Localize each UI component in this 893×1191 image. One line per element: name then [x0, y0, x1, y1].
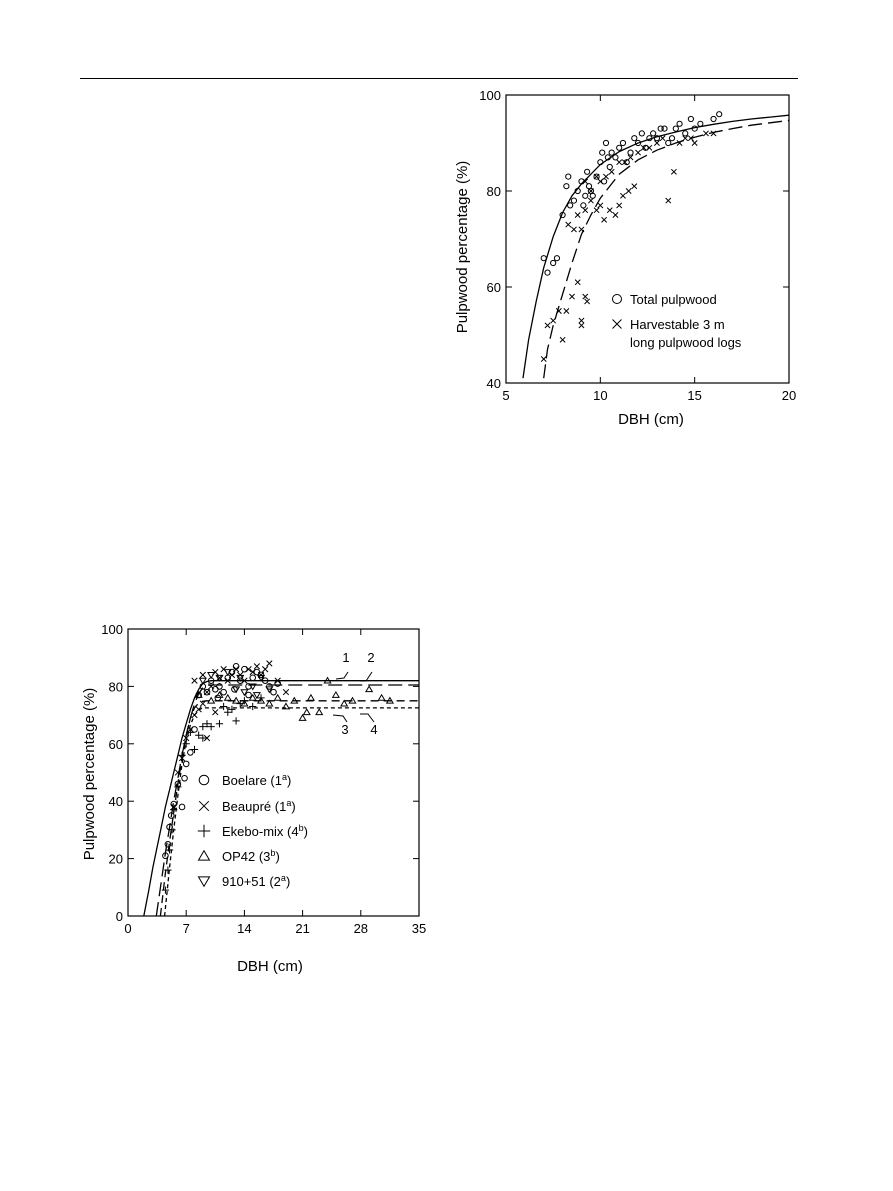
chart-2-point-plus — [166, 846, 173, 853]
curve-label-leader-4 — [360, 714, 374, 722]
chart-2-y-tick-label: 20 — [108, 851, 123, 867]
legend-beaupr--label: Beaupré (1$^a$) — [222, 798, 296, 814]
legend-ekebo-mix-label: Ekebo-mix (4$^b$) — [222, 823, 308, 839]
chart-2-point-cross — [200, 672, 206, 678]
curve-label-leader-2 — [360, 672, 372, 681]
chart-2-point-cross — [192, 678, 198, 684]
chart-2-x-tick-label: 14 — [237, 921, 252, 936]
chart-2-point-plus — [232, 717, 239, 724]
chart-2-point-triangle — [366, 686, 372, 691]
legend-beaupr--marker — [199, 801, 209, 811]
chart-2-point-cross — [192, 712, 198, 718]
legend-total-pulpwood-label: Total pulpwood — [630, 292, 717, 307]
chart-2-point-triangle — [299, 715, 305, 720]
chart-1-x-tick-label: 5 — [502, 388, 510, 403]
chart-1-y-axis-label: Pulpwood percentage (%) — [454, 160, 471, 334]
legend-harvestable-label-line2: long pulpwood logs — [630, 335, 742, 350]
chart-2-point-triangle — [378, 695, 384, 700]
chart-2-point-circle — [188, 750, 194, 756]
legend-910-51-marker — [198, 877, 209, 886]
chart-2-x-tick-label: 7 — [182, 921, 190, 936]
chart-2-point-circle — [183, 761, 189, 767]
legend-boelare-marker — [199, 775, 209, 785]
curve-label-1: 1 — [342, 650, 350, 665]
chart-1-x-tick-label: 20 — [781, 388, 797, 403]
curve-label-leader-1 — [336, 672, 348, 679]
legend-boelare-label: Boelare (1$^a$) — [222, 772, 292, 788]
chart-2-point-triangle — [304, 709, 310, 714]
legend-op42-label: OP42 (3$^b$) — [222, 848, 280, 864]
chart-2-point-triangle-down — [208, 673, 214, 678]
curve-label-3: 3 — [341, 722, 349, 737]
chart-2-point-cross — [267, 661, 273, 667]
chart-2-y-tick-label: 40 — [108, 794, 123, 810]
chart-2-y-tick-label: 60 — [108, 736, 123, 752]
chart-1-y-tick-label: 40 — [486, 376, 501, 391]
chart-2-point-plus — [249, 703, 256, 710]
legend-ekebo-mix-marker — [198, 825, 210, 837]
chart-2-point-cross — [283, 689, 289, 695]
chart-2-point-triangle — [274, 695, 280, 700]
chart-2-point-cross — [254, 664, 260, 670]
chart-1-x-tick-label: 10 — [593, 388, 608, 403]
chart-2-x-tick-label: 21 — [295, 921, 310, 936]
chart-2-point-circle — [179, 804, 185, 810]
legend-harvestable-label-line1: Harvestable 3 m — [630, 317, 725, 332]
chart-2-point-circle — [233, 664, 239, 670]
chart-1-y-tick-label: 80 — [486, 184, 501, 199]
chart-1-x-tick-label: 15 — [687, 388, 702, 403]
chart-2-point-plus — [216, 720, 223, 727]
chart-1-x-axis-label: DBH (cm) — [618, 411, 684, 428]
curve-label-leader-3 — [333, 715, 347, 722]
chart-2-point-circle — [271, 689, 277, 695]
legend-910-51-label: 910+51 (2$^a$) — [222, 873, 291, 889]
chart-2-point-cross — [233, 666, 239, 672]
chart-2-x-axis-label: DBH (cm) — [237, 958, 303, 975]
chart-2-x-tick-label: 0 — [124, 921, 132, 936]
chart-2-y-axis-label: Pulpwood percentage (%) — [81, 687, 98, 861]
chart-2-point-circle — [221, 689, 227, 695]
chart-2-point-triangle — [225, 695, 231, 700]
chart-2-x-tick-label: 28 — [353, 921, 369, 936]
chart-2-point-triangle — [333, 692, 339, 697]
chart-2-point-triangle — [283, 703, 289, 708]
curve-label-4: 4 — [370, 722, 378, 737]
chart-2-point-plus — [220, 703, 227, 710]
curve-label-2: 2 — [367, 650, 375, 665]
chart-2-point-triangle — [316, 709, 322, 714]
chart-2-point-circle — [250, 675, 256, 681]
chart-2-point-cross — [229, 672, 235, 678]
chart-2-point-triangle — [308, 695, 314, 700]
chart-2-y-tick-label: 80 — [108, 679, 123, 695]
chart-2-point-circle — [246, 692, 252, 698]
chart-2-point-cross — [262, 666, 268, 672]
chart-2-x-tick-label: 35 — [411, 921, 427, 936]
chart-2-y-tick-label: 0 — [115, 909, 123, 924]
legend-op42-marker — [198, 851, 209, 860]
chart-1-y-tick-label: 100 — [479, 88, 501, 103]
chart-2-point-cross — [204, 689, 210, 695]
chart-1-y-tick-label: 60 — [486, 280, 501, 295]
chart-2-point-circle — [182, 775, 188, 781]
chart-2-point-cross — [213, 709, 219, 715]
chart-2-point-plus — [191, 746, 198, 753]
chart-2-y-tick-label: 100 — [101, 622, 123, 637]
